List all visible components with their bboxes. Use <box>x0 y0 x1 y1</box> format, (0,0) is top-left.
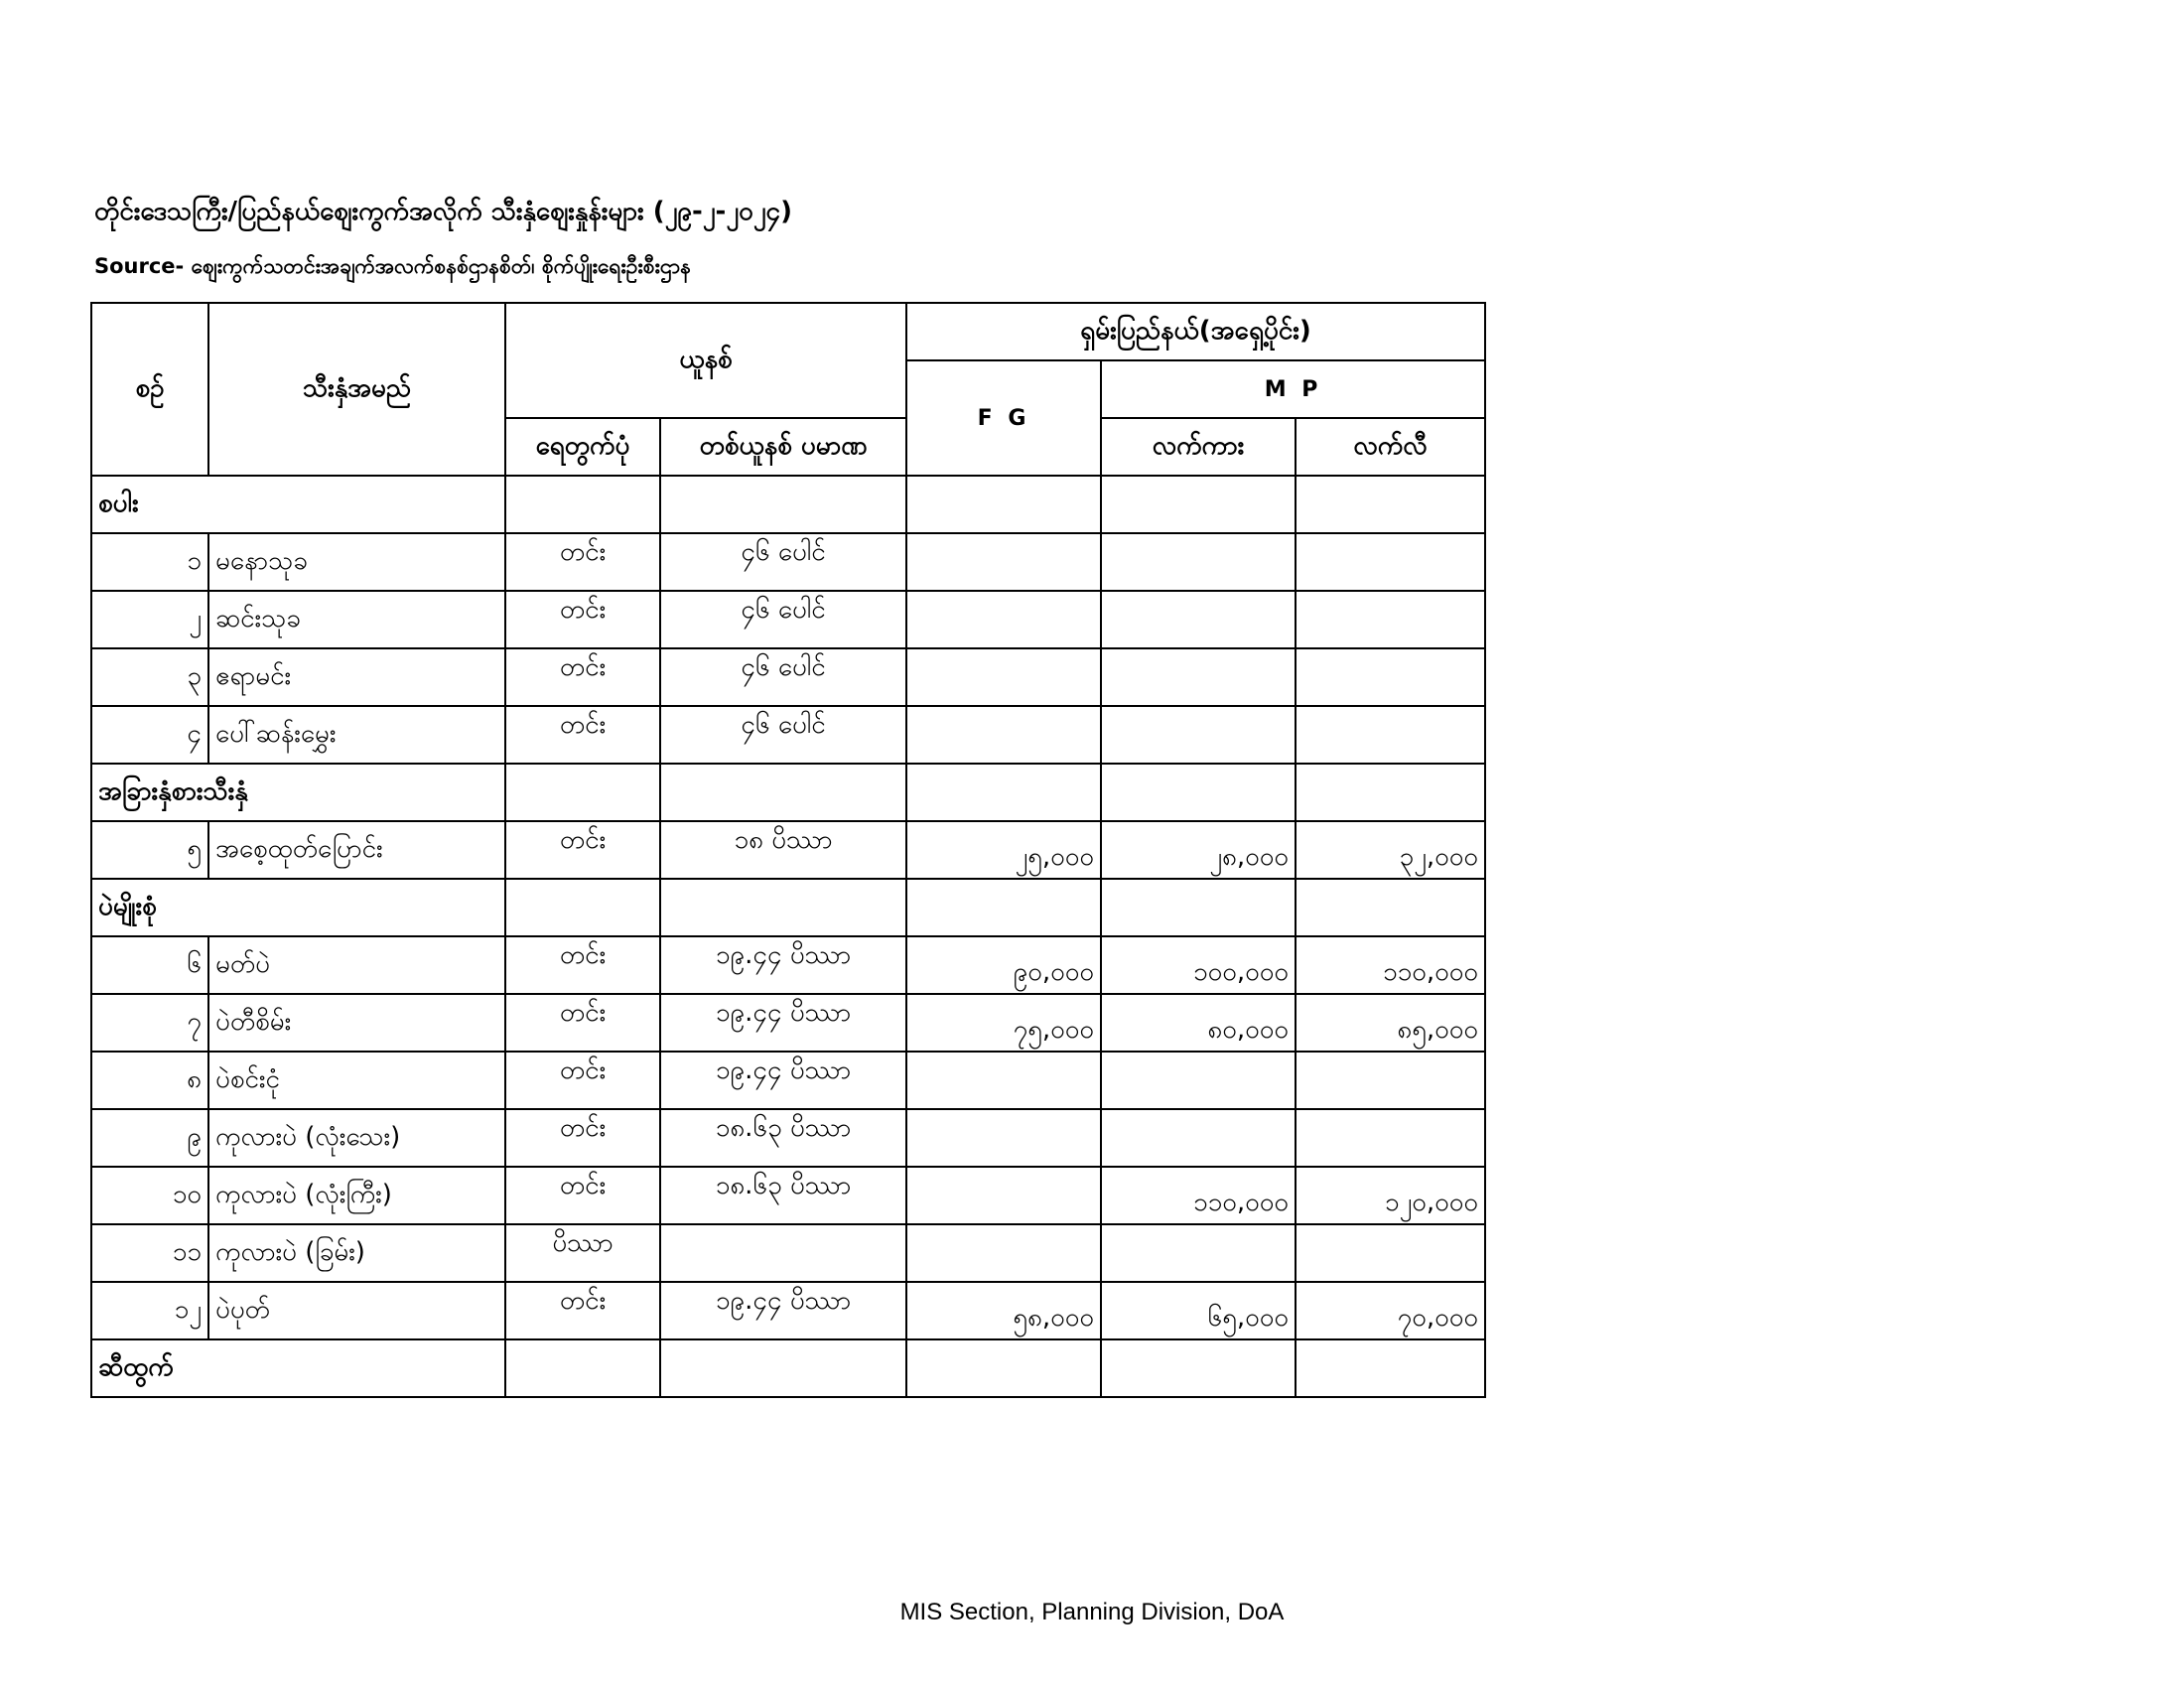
wholesale-price: ၁၀၀,၀၀၀ <box>1101 936 1296 994</box>
retail-price: ၈၅,၀၀၀ <box>1296 994 1485 1052</box>
crop-name: ကုလားပဲ (လုံးကြီး) <box>208 1167 505 1224</box>
crop-name: ဧရာမင်း <box>208 648 505 706</box>
section-row <box>91 764 1485 821</box>
wholesale-price: ၁၁၀,၀၀၀ <box>1101 1167 1296 1224</box>
row-number: ၁၀ <box>91 1167 208 1224</box>
wholesale-price <box>1101 1224 1296 1282</box>
unit-local: ပိဿာ <box>505 1224 660 1282</box>
row-number: ၅ <box>91 821 208 879</box>
unit-local: တင်း <box>505 936 660 994</box>
fg-price <box>906 648 1101 706</box>
unit-local: တင်း <box>505 648 660 706</box>
unit-local: တင်း <box>505 1109 660 1167</box>
header-mp-retail: လက်လီ <box>1296 418 1485 476</box>
section-row <box>91 1339 1485 1397</box>
row-number: ၁၁ <box>91 1224 208 1282</box>
fg-price <box>906 591 1101 648</box>
row-number: ၇ <box>91 994 208 1052</box>
crop-name: ပဲပုတ် <box>208 1282 505 1339</box>
table-row <box>91 591 1485 648</box>
crop-name: ကုလားပဲ (လုံးသေး) <box>208 1109 505 1167</box>
fg-price: ၂၅,၀၀၀ <box>906 821 1101 879</box>
table-row <box>91 1109 1485 1167</box>
unit-quantity: ၄၆ ပေါင် <box>660 706 906 764</box>
page-footer: MIS Section, Planning Division, DoA <box>899 1599 1285 1625</box>
header-crop-name: သီးနှံအမည် <box>208 303 505 476</box>
retail-price <box>1296 591 1485 648</box>
retail-price <box>1296 648 1485 706</box>
section-row <box>91 879 1485 936</box>
unit-quantity: ၁၈.၆၃ ပိဿာ <box>660 1109 906 1167</box>
table-row <box>91 936 1485 994</box>
retail-price <box>1296 1109 1485 1167</box>
wholesale-price <box>1101 648 1296 706</box>
table-row <box>91 821 1485 879</box>
fg-price: ၇၅,၀၀၀ <box>906 994 1101 1052</box>
wholesale-price <box>1101 1109 1296 1167</box>
section-label: ပဲမျိုးစုံ <box>91 879 505 936</box>
wholesale-price: ၈၀,၀၀၀ <box>1101 994 1296 1052</box>
unit-quantity: ၄၆ ပေါင် <box>660 648 906 706</box>
row-number: ၄ <box>91 706 208 764</box>
fg-price <box>906 533 1101 591</box>
wholesale-price <box>1101 533 1296 591</box>
fg-price <box>906 706 1101 764</box>
table-row <box>91 706 1485 764</box>
row-number: ၂ <box>91 591 208 648</box>
retail-price: ၁၂၀,၀၀၀ <box>1296 1167 1485 1224</box>
unit-local: တင်း <box>505 1052 660 1109</box>
fg-price: ၅၈,၀၀၀ <box>906 1282 1101 1339</box>
unit-local: တင်း <box>505 1167 660 1224</box>
unit-local: တင်း <box>505 706 660 764</box>
fg-price <box>906 1109 1101 1167</box>
section-label: အခြားနှံစားသီးနှံ <box>91 764 505 821</box>
section-label: စပါး <box>91 476 505 533</box>
unit-local: တင်း <box>505 533 660 591</box>
document-source: Source- ဈေးကွက်သတင်းအချက်အလက်စနစ်ဌာနစိတ်၊ စိုက်ပျိုးရေးဦးစီးဌာန <box>94 254 692 278</box>
row-number: ၃ <box>91 648 208 706</box>
header-mp: M P <box>1101 360 1485 418</box>
header-unit-local: ရေတွက်ပုံ <box>505 418 660 476</box>
table-row <box>91 648 1485 706</box>
unit-quantity: ၄၆ ပေါင် <box>660 591 906 648</box>
wholesale-price <box>1101 1052 1296 1109</box>
fg-price <box>906 1167 1101 1224</box>
table-row <box>91 533 1485 591</box>
wholesale-price: ၆၅,၀၀၀ <box>1101 1282 1296 1339</box>
row-number: ၁၂ <box>91 1282 208 1339</box>
unit-quantity: ၁၈ ပိဿာ <box>660 821 906 879</box>
header-region: ရှမ်းပြည်နယ်(အရှေ့ပိုင်း) <box>906 303 1485 360</box>
table-row <box>91 1282 1485 1339</box>
row-number: ၈ <box>91 1052 208 1109</box>
table-row <box>91 1167 1485 1224</box>
table-row <box>91 1052 1485 1109</box>
retail-price: ၃၂,၀၀၀ <box>1296 821 1485 879</box>
unit-quantity <box>660 1224 906 1282</box>
document-title: တိုင်းဒေသကြီး/ပြည်နယ်ဈေးကွက်အလိုက် သီးနှံဈေးနှုန်းများ (၂၉-၂-၂၀၂၄) <box>94 197 793 226</box>
crop-name: ဆင်းသုခ <box>208 591 505 648</box>
unit-local: တင်း <box>505 821 660 879</box>
unit-quantity: ၁၈.၆၃ ပိဿာ <box>660 1167 906 1224</box>
crop-name: ပဲစင်းငုံ <box>208 1052 505 1109</box>
header-fg: F G <box>906 360 1101 476</box>
wholesale-price: ၂၈,၀၀၀ <box>1101 821 1296 879</box>
table-row <box>91 1224 1485 1282</box>
unit-local: တင်း <box>505 591 660 648</box>
row-number: ၁ <box>91 533 208 591</box>
unit-quantity: ၁၉.၄၄ ပိဿာ <box>660 994 906 1052</box>
retail-price <box>1296 706 1485 764</box>
crop-name: ပေါ်ဆန်းမွှေး <box>208 706 505 764</box>
row-number: ၆ <box>91 936 208 994</box>
header-mp-wholesale: လက်ကား <box>1101 418 1296 476</box>
fg-price <box>906 1224 1101 1282</box>
retail-price: ၁၁၀,၀၀၀ <box>1296 936 1485 994</box>
crop-name: ပဲတီစိမ်း <box>208 994 505 1052</box>
section-label: ဆီထွက် <box>91 1339 505 1397</box>
unit-quantity: ၁၉.၄၄ ပိဿာ <box>660 1052 906 1109</box>
crop-name: မနောသုခ <box>208 533 505 591</box>
wholesale-price <box>1101 591 1296 648</box>
crop-name: ကုလားပဲ (ခြမ်း) <box>208 1224 505 1282</box>
retail-price <box>1296 1052 1485 1109</box>
unit-quantity: ၁၉.၄၄ ပိဿာ <box>660 936 906 994</box>
header-sno: စဉ် <box>91 303 208 476</box>
table-row <box>91 994 1485 1052</box>
section-row <box>91 476 1485 533</box>
retail-price <box>1296 1224 1485 1282</box>
unit-local: တင်း <box>505 1282 660 1339</box>
unit-quantity: ၁၉.၄၄ ပိဿာ <box>660 1282 906 1339</box>
row-number: ၉ <box>91 1109 208 1167</box>
unit-quantity: ၄၆ ပေါင် <box>660 533 906 591</box>
header-unit-quantity: တစ်ယူနစ် ပမာဏ <box>660 418 906 476</box>
crop-price-table <box>90 302 1486 1398</box>
header-row-1 <box>91 303 1485 360</box>
wholesale-price <box>1101 706 1296 764</box>
retail-price: ၇၀,၀၀၀ <box>1296 1282 1485 1339</box>
crop-name: အစေ့ထုတ်ပြောင်း <box>208 821 505 879</box>
retail-price <box>1296 533 1485 591</box>
header-unit-group: ယူနစ် <box>505 303 906 418</box>
fg-price: ၉၀,၀၀၀ <box>906 936 1101 994</box>
unit-local: တင်း <box>505 994 660 1052</box>
crop-name: မတ်ပဲ <box>208 936 505 994</box>
fg-price <box>906 1052 1101 1109</box>
